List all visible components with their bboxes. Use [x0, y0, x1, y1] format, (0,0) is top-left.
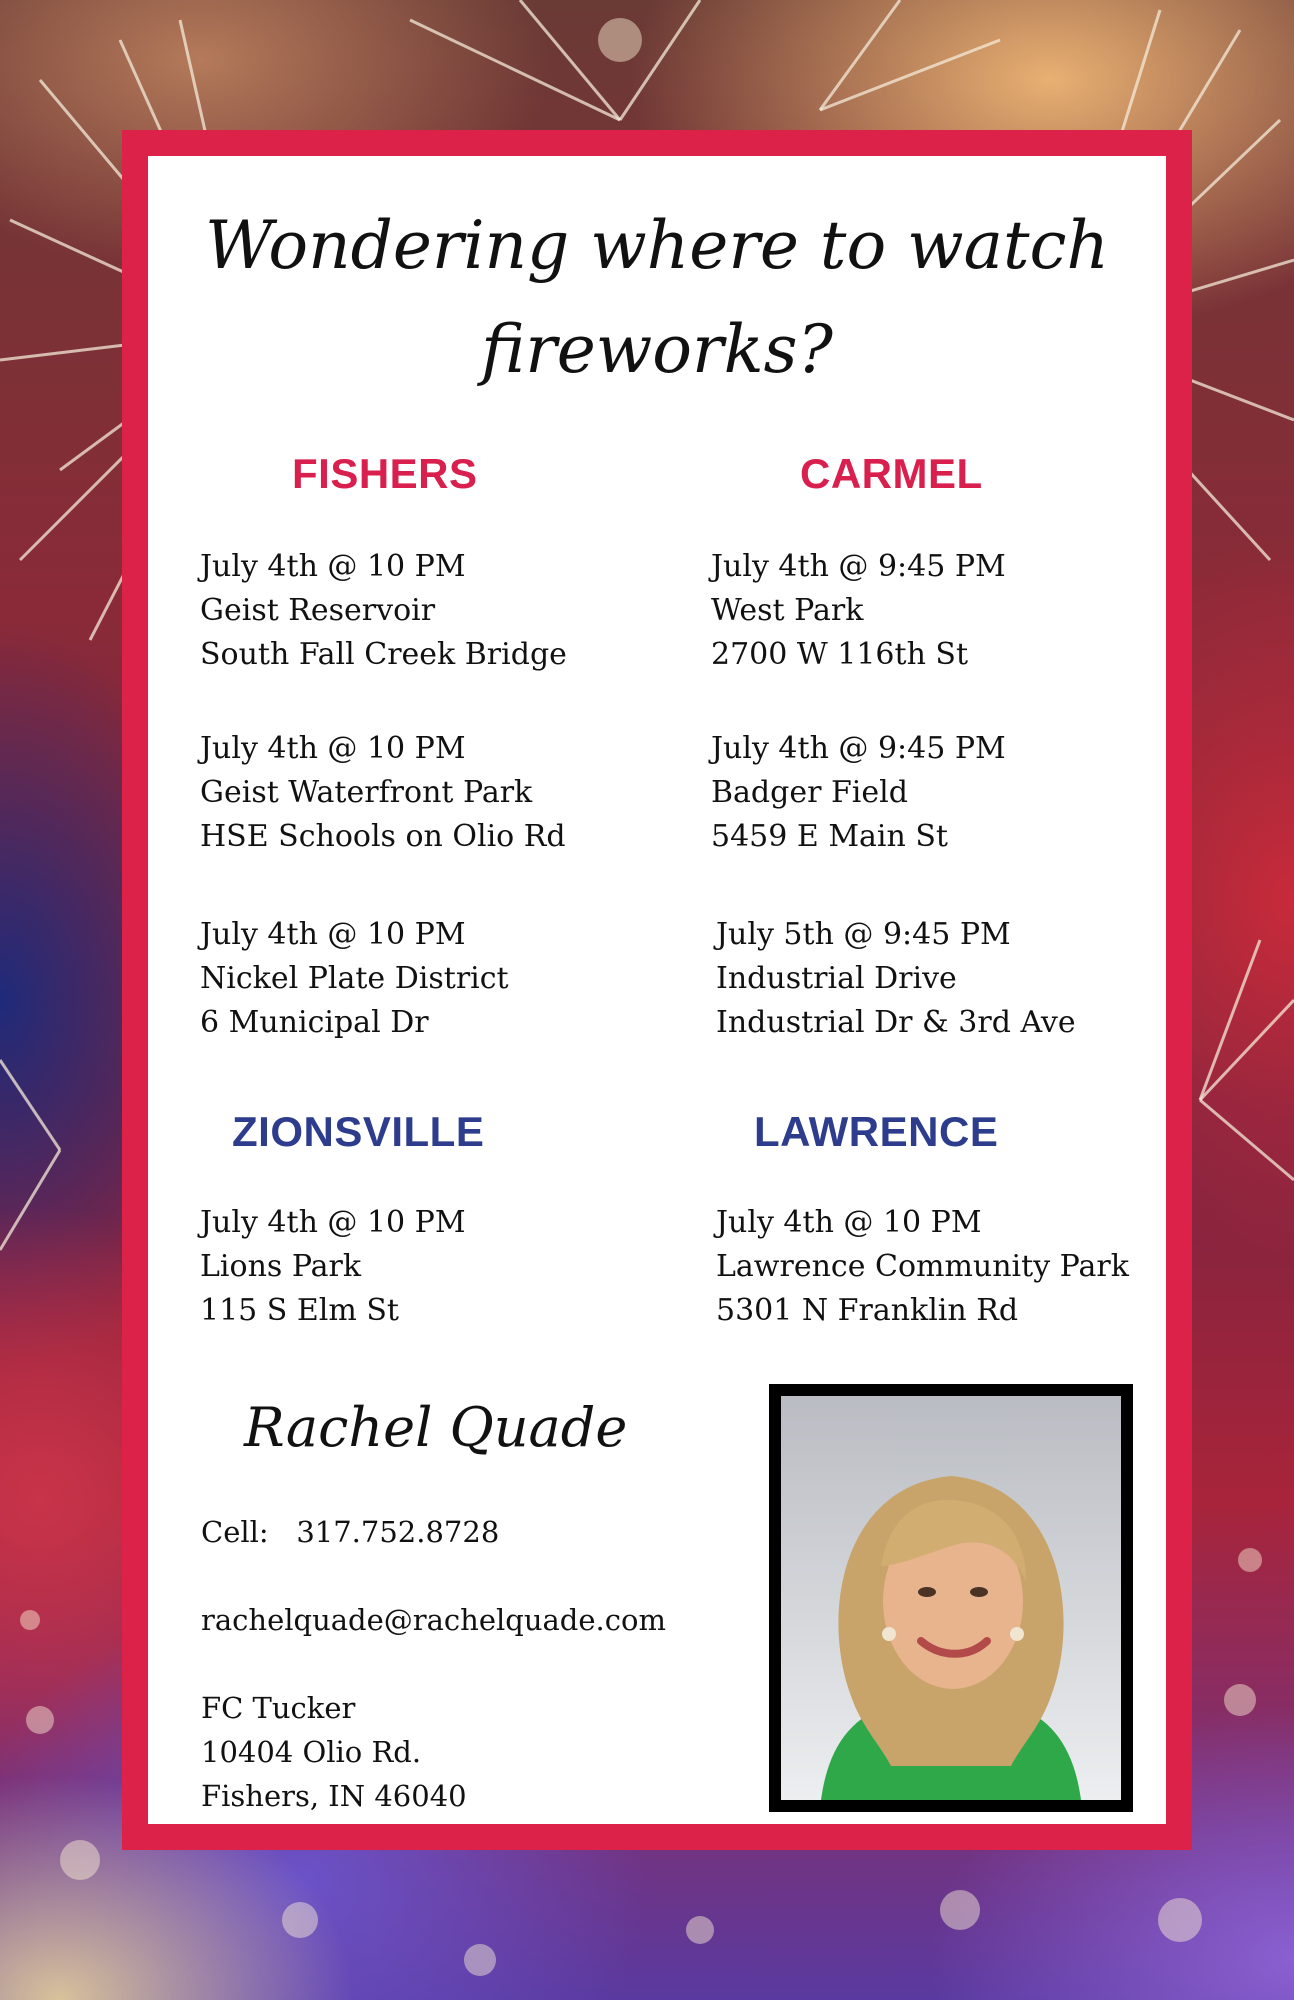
- event-time: July 4th @ 10 PM: [716, 1205, 982, 1240]
- event-venue: West Park: [711, 593, 864, 628]
- event-lawrence-1: [716, 1201, 1129, 1333]
- agent-cell: [201, 1510, 499, 1554]
- event-time: July 4th @ 10 PM: [200, 917, 466, 952]
- agent-signature: Rachel Quade: [244, 1396, 628, 1459]
- event-fishers-2: [200, 727, 566, 859]
- event-venue: Geist Reservoir: [200, 593, 436, 628]
- event-time: July 4th @ 10 PM: [200, 549, 466, 584]
- event-time: July 4th @ 10 PM: [200, 731, 466, 766]
- agent-photo: [769, 1384, 1133, 1812]
- event-card: [122, 130, 1192, 1850]
- cell-label: Cell:: [201, 1515, 269, 1549]
- title-line-1: Wondering where to watch: [204, 207, 1110, 284]
- event-carmel-3: [716, 913, 1076, 1045]
- title-line-2: fireworks?: [481, 311, 833, 388]
- event-time: July 5th @ 9:45 PM: [716, 917, 1011, 952]
- agent-company: FC Tucker: [201, 1691, 356, 1725]
- city-heading-lawrence: LAWRENCE: [754, 1108, 999, 1155]
- agent-email[interactable]: rachelquade@rachelquade.com: [201, 1603, 666, 1637]
- event-venue: Geist Waterfront Park: [200, 775, 533, 810]
- agent-portrait-image: [781, 1396, 1121, 1800]
- event-venue: Lions Park: [200, 1249, 362, 1284]
- page-title: [148, 194, 1166, 402]
- event-carmel-1: [711, 545, 1006, 677]
- event-venue: Nickel Plate District: [200, 961, 509, 996]
- cell-number[interactable]: 317.752.8728: [296, 1515, 500, 1549]
- event-address: South Fall Creek Bridge: [200, 637, 567, 672]
- event-time: July 4th @ 9:45 PM: [711, 731, 1006, 766]
- event-zionsville-1: [200, 1201, 466, 1333]
- city-heading-carmel: CARMEL: [800, 450, 983, 497]
- agent-address-line-2: Fishers, IN 46040: [201, 1779, 467, 1813]
- event-address: 6 Municipal Dr: [200, 1005, 429, 1040]
- event-fishers-1: [200, 545, 567, 677]
- agent-address-line-1: 10404 Olio Rd.: [201, 1735, 422, 1769]
- event-venue: Lawrence Community Park: [716, 1249, 1129, 1284]
- event-time: July 4th @ 9:45 PM: [711, 549, 1006, 584]
- event-address: 2700 W 116th St: [711, 637, 969, 672]
- event-carmel-2: [711, 727, 1006, 859]
- event-address: HSE Schools on Olio Rd: [200, 819, 566, 854]
- city-heading-zionsville: ZIONSVILLE: [232, 1108, 485, 1155]
- event-address: 5459 E Main St: [711, 819, 948, 854]
- event-venue: Badger Field: [711, 775, 908, 810]
- event-fishers-3: [200, 913, 509, 1045]
- event-address: Industrial Dr & 3rd Ave: [716, 1005, 1076, 1040]
- event-address: 5301 N Franklin Rd: [716, 1293, 1019, 1328]
- event-venue: Industrial Drive: [716, 961, 957, 996]
- event-address: 115 S Elm St: [200, 1293, 399, 1328]
- event-time: July 4th @ 10 PM: [200, 1205, 466, 1240]
- city-heading-fishers: FISHERS: [292, 450, 478, 497]
